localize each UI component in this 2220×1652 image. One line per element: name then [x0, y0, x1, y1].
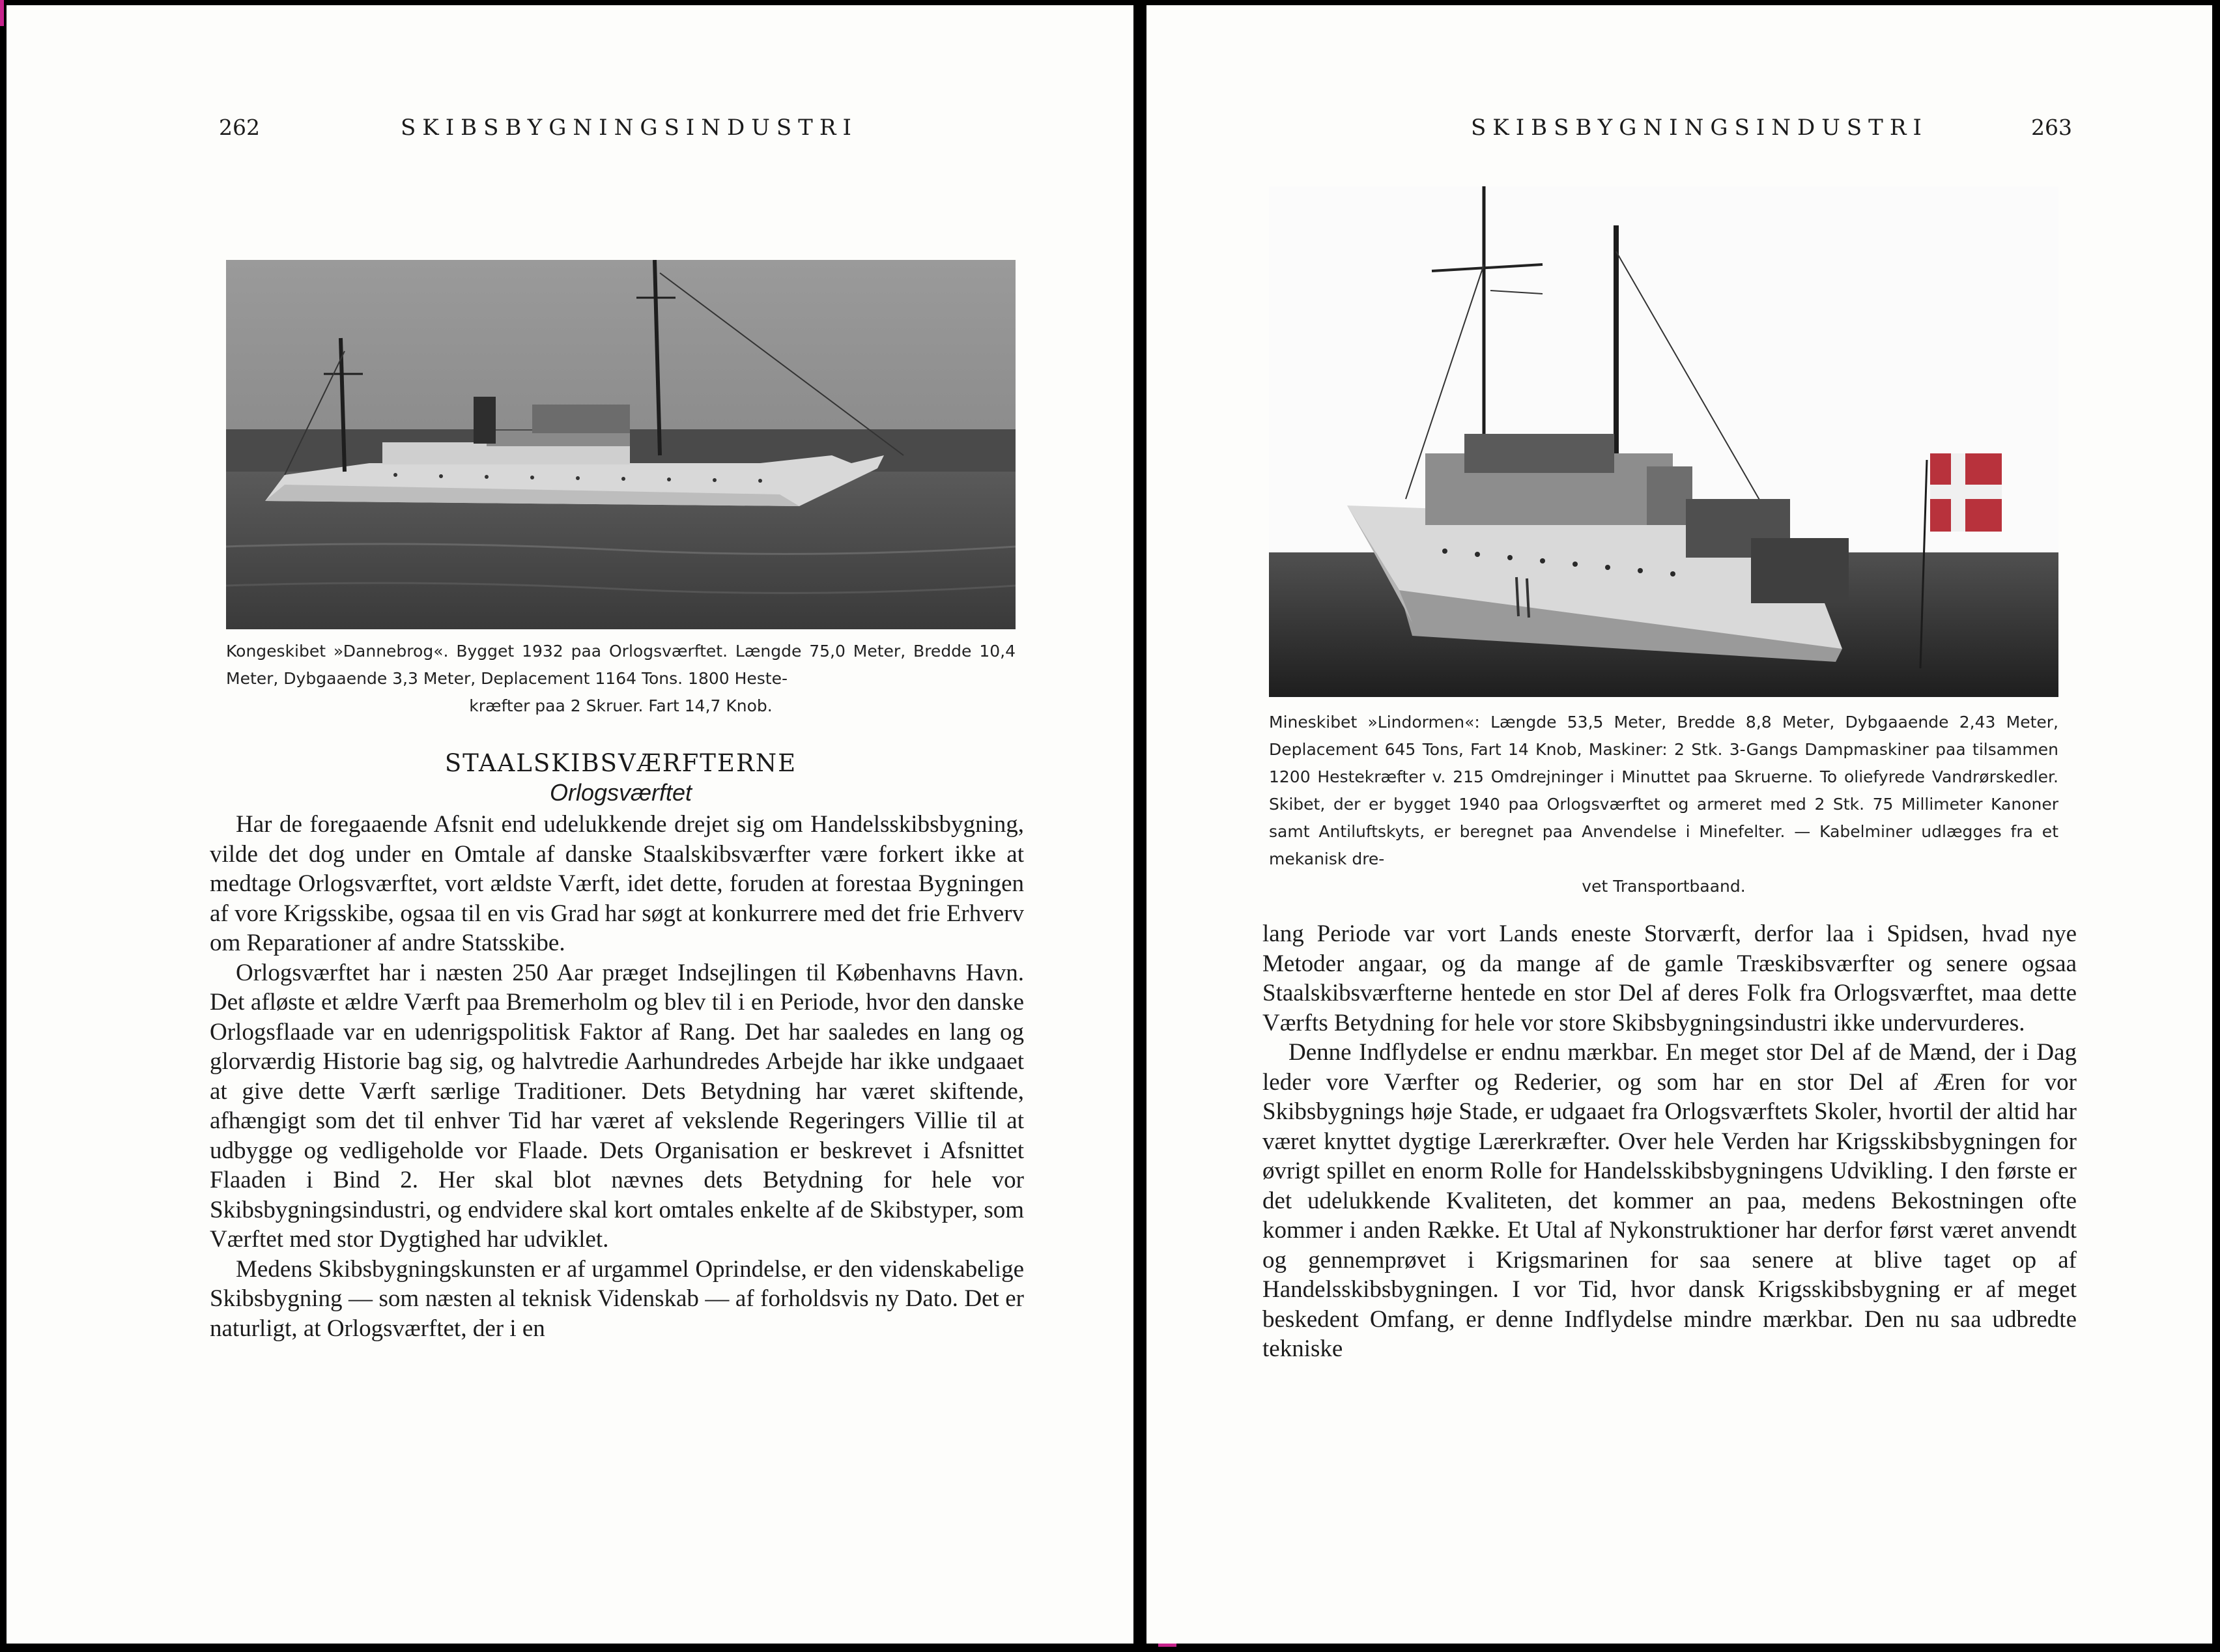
caption-last-line: vet Transportbaand. [1582, 877, 1746, 896]
right-page [1146, 5, 2212, 1644]
figure-caption [226, 638, 1016, 720]
left-page [7, 5, 1133, 1644]
paragraph: Har de foregaaende Afsnit end udelukkende drejet sig om Handelsskibsbygning, vilde det dog under en Omtale af danske Staalskibsværfter være forkert ikke at medtage Orlogsværftet, vort ældste Værft, idet dette, foruden at forestaa Bygningen af vore Krigsskibe, ogsaa til en vis Grad har søgt at konkurrere med det frie Erhverv om Reparationer af andre Statsskibe. [210, 811, 1024, 956]
paragraph: lang Periode var vort Lands eneste Storværft, derfor laa i Spidsen, hvad nye Metoder angaar, og da mange af de gamle Træskibsværfter og senere ogsaa Staalskibsværfterne hentede en stor Del af deres Folk fra Orlogsværftet, maa dette Værfts Betydning for hele vor store Skibsbygningsindustri ikke undervurderes. [1262, 920, 2077, 1036]
paragraph: Medens Skibsbygningskunsten er af urgammel Oprindelse, er den videnskabelige Skibsbygning — som næsten al teknisk Videnskab — af forholdsvis ny Dato. Det er naturligt, at Orlogsværftet, der i en [210, 1255, 1024, 1342]
page-number: 262 [219, 115, 260, 140]
paragraph: Orlogsværftet har i næsten 250 Aar præget Indsejlingen til Københavns Havn. Det afløste et ældre Værft paa Bremerholm og blev til i en Periode, hvor den danske Orlogsflaade var en udenrigspolitisk Faktor af Rang. Det har saaledes en lang og glorværdig Historie bag sig, og halvtredie Aarhundredes Arbejde har ikke undgaaet at give dette Værft særlige Traditioner. Dets Betydning har været skiftende, afhængigt som det til enhver Tid har været af vekslende Regeringers Villie til at udbygge og vedligeholde vor Flaade. Dets Organisation er beskrevet i Afsnittet Flaaden i Bind 2. Her skal blot nævnes dets Betydning for hele vor Skibsbygningsindustri, og endvidere skal kort omtales enkelte af de Skibstyper, som Værftet med stor Dygtighed har udviklet. [210, 959, 1024, 1253]
body-text [210, 810, 1024, 1343]
caption-last-line: kræfter paa 2 Skruer. Fart 14,7 Knob. [469, 696, 773, 715]
body-text [1262, 919, 2077, 1364]
ship-photo-lindormen [1269, 186, 2058, 697]
page-number: 263 [2031, 115, 2072, 140]
running-header: SKIBSBYGNINGSINDUSTRI [401, 115, 858, 141]
section-title: STAALSKIBSVÆRFTERNE [444, 749, 797, 777]
running-header: SKIBSBYGNINGSINDUSTRI [1471, 115, 1928, 141]
figure-caption [1269, 709, 2058, 900]
paragraph: Denne Indflydelse er endnu mærkbar. En meget stor Del af de Mænd, der i Dag leder vore Værfter og Rederier, og som har en stor Del af Æren for vor Skibsbygnings høje Stade, er udgaaet fra Orlogsværftets Skoler, hvortil der altid har været knyttet dygtige Lærerkræfter. Over hele Verden har Krigsskibsbygningen for øvrigt spillet en enorm Rolle for Handelsskibsbygningens Udvikling. I den første er det udelukkende Kvaliteten, det kommer an paa, medens Bekostningen ofte kommer i anden Række. Et Utal af Nykonstruktioner har derfor først været anvendt og gennemprøvet i Krigsmarinen for saa senere at blive taget op af Handelsskibsbygningen. I vor Tid, hvor dansk Krigsskibsbygning er af meget beskedent Omfang, er denne Indflydelse mindre mærkbar. Den nu saa udbredte tekniske [1262, 1039, 2077, 1362]
caption-text: Mineskibet »Lindormen«: Længde 53,5 Meter, Bredde 8,8 Meter, Dybgaaende 2,43 Meter, Deplacement 645 Tons, Fart 14 Knob, Maskiner: 2 Stk. 3-Gangs Dampmaskiner paa tilsammen 1200 Hestekræfter v. 215 Omdrejninger i Minuttet paa Skruerne. To oliefyrede Vandrørskedler. Skibet, der er bygget 1940 paa Orlogsværftet og armeret med 2 Stk. 75 Millimeter Kanoner samt Antiluftskyts, er beregnet paa Anvendelse i Minefelter. — Kabelminer udlægges fra et mekanisk dre- [1269, 713, 2058, 868]
ship-photo-dannebrog [226, 260, 1016, 629]
page-edge-mark [0, 0, 4, 26]
caption-text: Kongeskibet »Dannebrog«. Bygget 1932 paa Orlogsværftet. Længde 75,0 Meter, Bredde 10,4 Meter, Dybgaaende 3,3 Meter, Deplacement 1164 Tons. 1800 Heste- [226, 642, 1016, 688]
section-subtitle: Orlogsværftet [549, 779, 692, 806]
